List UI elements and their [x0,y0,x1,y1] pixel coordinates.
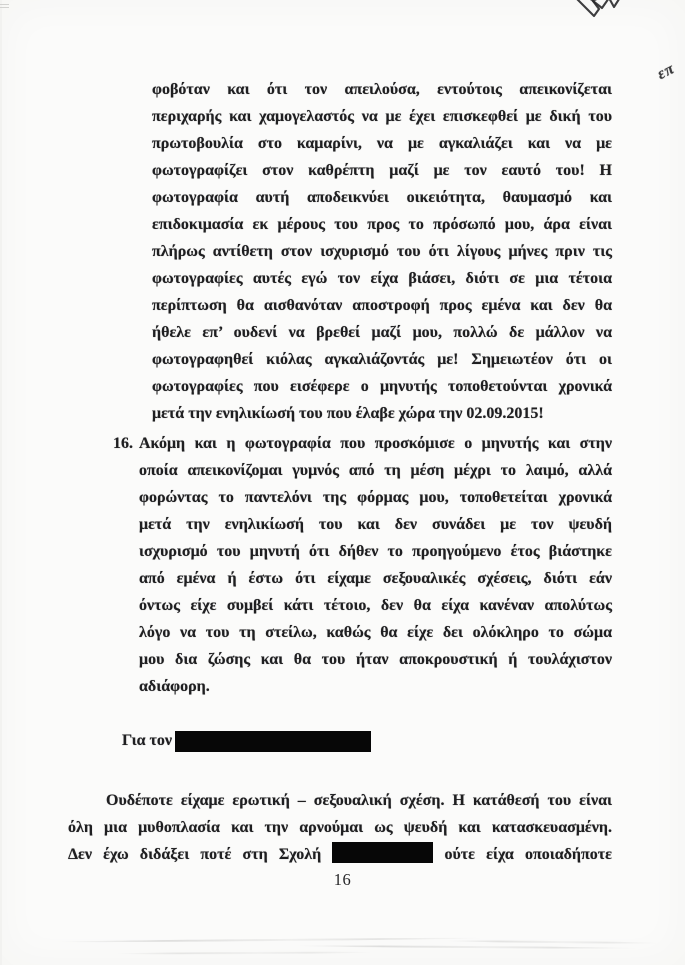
text-line: μετά την ενηλικίωσή του και δεν συνάδει με τον ψευδή [139,516,612,533]
text-line: πλήρως αντίθετη στον ισχυρισμό του ότι λίγους μήνες πριν τις [152,243,612,260]
scan-edge-artifact [0,0,2,965]
paragraph-16 [113,430,612,700]
text-line: λόγο να του τη στείλω, καθώς θα είχε δει ολόκληρο το σώμα [139,624,612,641]
closing-paragraph [68,787,612,868]
text-line: μου δια ζώσης και θα του ήταν αποκρουστική ή τουλάχιστον [139,651,612,668]
redaction-bar [332,842,433,863]
text-line: Δεν έχω διδάξει ποτέ στη Σχολή ούτε είχα οποιαδήποτε [68,841,612,868]
margin-note-handwriting: επ [654,60,678,84]
text-line: από εμένα ή έστω ότι είχαμε σεξουαλικές σχέσεις, διότι εάν [139,570,612,587]
text-line: φωτογραφίες που εισέφερε ο μηνυτής τοποθετούνται χρονικά [152,378,612,395]
text-line: επιδοκιμασία εκ μέρους του προς το πρόσωπό μου, άρα είναι [152,216,612,233]
text-line: οποία απεικονίζομαι γυμνός από τη μέση μέχρι το λαιμό, αλλά [139,462,612,479]
text-line: φωτογραφία αυτή αποδεικνύει οικειότητα, θαυμασμό και [152,189,612,206]
text-line: μετά την ενηλικίωσή του που έλαβε χώρα την 02.09.2015! [152,405,544,422]
redaction-bar-name [175,731,371,752]
text-line: ήθελε επ’ ουδενί να βρεθεί μαζί μου, πολλώ δε μάλλον να [152,324,612,341]
text-line: φωτογραφίες αυτές εγώ τον είχα βιάσει, διότι σε μια τέτοια [152,270,612,287]
handwritten-scribble-mark [567,0,629,23]
for-the-label: Για τον [122,732,173,749]
text-line: φωτογραφηθεί κιόλας αγκαλιάζοντάς με! Σημειωτέον ότι οι [152,351,612,368]
text-line: Ακόμη και η φωτογραφία που προσκόμισε ο μηνυτής και στην [139,435,612,452]
text-line: φορώντας το παντελόνι της φόρμας μου, τοποθετείται χρονικά [139,489,612,506]
scan-speck [0,2,9,8]
text-line: Ουδέποτε είχαμε ερωτική – σεξουαλική σχέση. Η κατάθεσή του είναι [106,792,612,809]
text-line: πρωτοβουλία στο καμαρίνι, να με αγκαλιάζει και να με [152,135,612,152]
text-line: περιχαρής και χαμογελαστός να με έχει επισκεφθεί με δική του [152,108,612,125]
scan-streak-artifact [445,940,660,944]
text-line: φοβόταν και ότι τον απειλούσα, εντούτοις απεικονίζεται [152,81,612,98]
text-line: όντως είχε συμβεί κάτι τέτοιο, δεν θα είχα κανέναν απολύτως [139,597,612,614]
paragraph-15-continuation [152,76,612,427]
text-line: ισχυρισμό του μηνυτή ότι δήθεν το προηγούμενο έτος βιάστηκε [139,543,612,560]
paragraph-16-lines [139,430,612,700]
scan-streak-artifact [115,951,375,954]
page-number: 16 [333,870,352,889]
text-line: φωτογραφίζει στον καθρέπτη μαζί με τον εαυτό του! Η [152,162,612,179]
paragraph-16-number: 16. [113,435,133,452]
for-the-person-line [122,730,371,752]
text-line: όλη μια μυθοπλασία και την αρνούμαι ως ψευδή και κατασκευασμένη. [68,819,612,836]
scan-streak-artifact [55,937,485,943]
scan-streak-artifact [295,945,640,949]
text-line: αδιάφορη. [139,678,210,695]
text-line: περίπτωση θα αισθανόταν αποστροφή προς εμένα και δεν θα [152,297,612,314]
